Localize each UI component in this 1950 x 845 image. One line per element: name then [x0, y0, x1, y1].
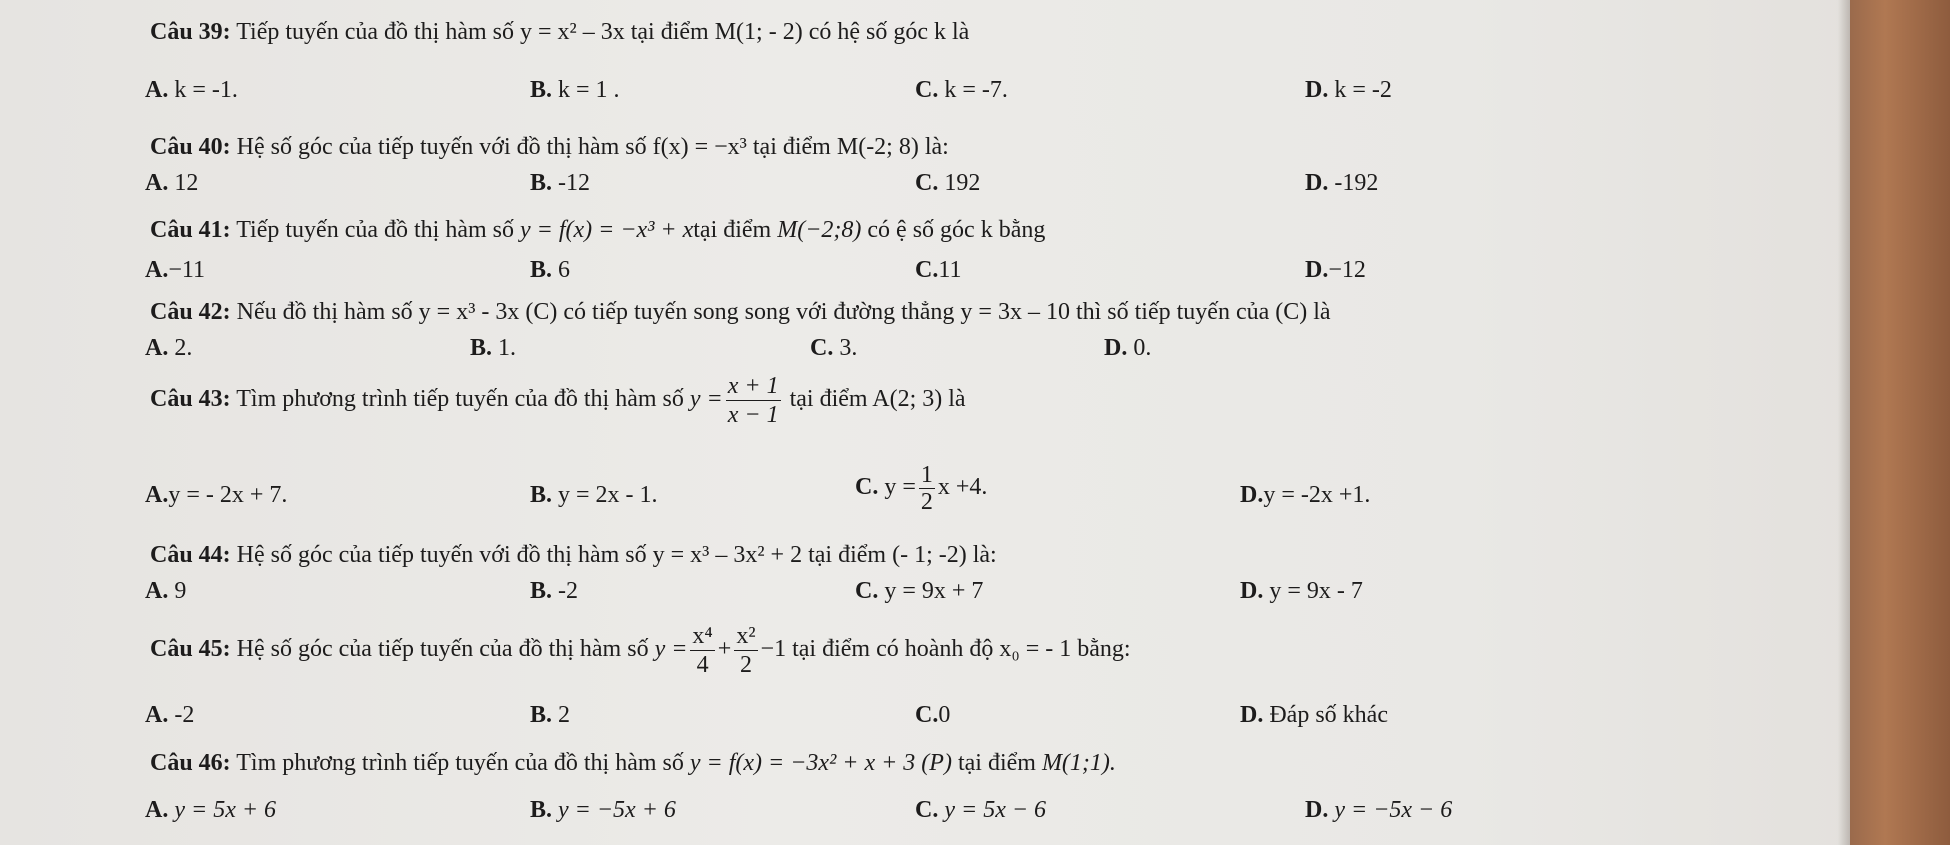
option-letter: D.: [1240, 482, 1264, 508]
option-value: −11: [168, 257, 205, 283]
question-46-option-c[interactable]: [915, 795, 1046, 825]
stem-text: Tìm phương trình tiếp tuyến của đồ thị hàm số: [230, 750, 690, 776]
question-46-stem: [150, 748, 1116, 778]
question-46-option-d[interactable]: [1305, 795, 1452, 825]
option-letter: C.: [810, 335, 834, 361]
option-value: -2: [558, 578, 579, 604]
option-letter: B.: [530, 257, 553, 283]
question-44-option-b[interactable]: [530, 576, 578, 606]
question-40-option-c[interactable]: [915, 168, 980, 198]
question-46-option-b[interactable]: [530, 795, 676, 825]
stem-text: có tiếp tuyến song song với đường thẳng: [557, 299, 961, 325]
option-value: −12: [1328, 257, 1366, 283]
fraction: [734, 622, 757, 679]
stem-text: tại điểm: [783, 386, 873, 413]
fraction: [919, 462, 935, 515]
option-value: y = - 2x + 7.: [168, 482, 288, 508]
option-value: 0.: [1133, 335, 1152, 361]
option-value: 2.: [174, 335, 193, 361]
question-42-option-d[interactable]: [1104, 333, 1151, 363]
fraction-denominator: 2: [920, 489, 933, 515]
option-value: 12: [174, 170, 199, 196]
question-43-option-a[interactable]: [145, 480, 287, 510]
stem-text: tại điểm: [951, 750, 1042, 776]
stem-text: tại điểm: [802, 542, 893, 568]
option-value: y =: [884, 474, 916, 501]
stem-math: y = x³ – 3x² + 2: [652, 542, 803, 568]
question-42-option-b[interactable]: [470, 333, 516, 363]
stem-math: y = x² – 3x: [520, 19, 625, 45]
option-letter: C.: [855, 474, 879, 501]
option-value: k = -7.: [944, 77, 1008, 103]
question-43-stem: [150, 372, 966, 429]
option-letter: B.: [470, 335, 493, 361]
question-41-option-c[interactable]: [915, 255, 961, 285]
fraction-numerator: x²: [736, 623, 756, 649]
question-40-stem: [150, 132, 949, 162]
question-43-option-b[interactable]: [530, 480, 658, 510]
question-39-option-d[interactable]: [1305, 75, 1392, 105]
option-letter: D.: [1104, 335, 1128, 361]
option-letter: D.: [1240, 578, 1264, 604]
option-letter: C.: [915, 170, 939, 196]
question-41-option-d[interactable]: [1305, 255, 1366, 285]
option-value: k = 1 .: [558, 77, 620, 103]
option-letter: A.: [145, 578, 169, 604]
stem-text: Hệ số góc của tiếp tuyến của đồ thị hàm số: [230, 636, 655, 663]
fraction-denominator: x − 1: [727, 402, 779, 428]
option-value: y = 9x - 7: [1269, 578, 1363, 604]
question-39-option-b[interactable]: [530, 75, 620, 105]
stem-math: M(−2;8): [777, 217, 862, 243]
option-letter: D.: [1305, 77, 1329, 103]
option-letter: A.: [145, 702, 169, 728]
wooden-table-edge: [1850, 0, 1950, 845]
stem-text: là:: [966, 542, 997, 568]
fraction-denominator: 4: [696, 652, 709, 678]
option-letter: C.: [915, 702, 939, 728]
option-value: 1.: [498, 335, 517, 361]
question-42-stem: [150, 297, 1331, 327]
fraction-numerator: x⁴: [692, 623, 713, 649]
option-letter: C.: [915, 77, 939, 103]
option-value: 11: [938, 257, 962, 283]
option-value: k = -2: [1334, 77, 1392, 103]
option-letter: B.: [530, 170, 553, 196]
question-label: Câu 42:: [150, 299, 231, 325]
option-letter: A.: [145, 335, 169, 361]
question-40-option-a[interactable]: [145, 168, 198, 198]
option-letter: D.: [1240, 702, 1264, 728]
option-value: -192: [1334, 170, 1379, 196]
stem-text: Hệ số góc của tiếp tuyến với đồ thị hàm số: [230, 134, 653, 160]
fraction-numerator: 1: [920, 462, 933, 488]
stem-text: có ệ số góc k bằng: [861, 217, 1046, 243]
stem-text: Tiếp tuyến của đồ thị hàm số: [230, 217, 520, 243]
fraction: [690, 622, 714, 679]
option-value: y = 2x - 1.: [558, 482, 658, 508]
option-value: -2: [174, 702, 195, 728]
stem-text: tại điểm có hoành độ: [786, 636, 1000, 663]
stem-text: thì số tiếp tuyến của (C) là: [1069, 299, 1331, 325]
option-value: y = 5x − 6: [944, 797, 1047, 823]
stem-text: tại điểm: [693, 217, 778, 243]
stem-text: là:: [918, 134, 949, 160]
stem-math: −1: [760, 636, 787, 663]
stem-text: có hệ số góc k là: [802, 19, 970, 45]
question-43-option-d[interactable]: [1240, 480, 1370, 510]
stem-math: x₀ = - 1: [999, 636, 1072, 663]
stem-math: M(-2; 8): [836, 134, 919, 160]
stem-text: là: [942, 386, 966, 413]
stem-text: tại điểm: [746, 134, 837, 160]
option-letter: B.: [530, 702, 553, 728]
stem-math: A(2; 3): [872, 386, 943, 413]
fraction-numerator: x + 1: [727, 373, 779, 399]
option-letter: B.: [530, 797, 553, 823]
option-letter: B.: [530, 482, 553, 508]
option-letter: A.: [145, 77, 169, 103]
option-value: y = −5x + 6: [558, 797, 676, 823]
option-value: 192: [944, 170, 981, 196]
fraction-denominator: 2: [739, 652, 752, 678]
question-39-option-c[interactable]: [915, 75, 1008, 105]
question-46-option-a[interactable]: [145, 795, 276, 825]
stem-math: y =: [654, 636, 688, 663]
question-41-option-a[interactable]: [145, 255, 205, 285]
option-value: 3.: [839, 335, 858, 361]
option-letter: A.: [145, 482, 169, 508]
stem-text: tại điểm: [624, 19, 715, 45]
question-44-stem: [150, 540, 997, 570]
stem-text: bằng:: [1071, 636, 1131, 663]
option-value: y = −5x − 6: [1334, 797, 1453, 823]
question-label: Câu 45:: [150, 636, 231, 663]
question-45-option-c[interactable]: [915, 700, 950, 730]
stem-math: (- 1; -2): [892, 542, 967, 568]
option-value: x +4.: [937, 474, 988, 501]
option-value: 0: [938, 702, 951, 728]
stem-math: M(1; - 2): [714, 19, 803, 45]
option-value: y = -2x +1.: [1263, 482, 1371, 508]
question-label: Câu 43:: [150, 386, 231, 413]
question-label: Câu 44:: [150, 542, 231, 568]
question-label: Câu 39:: [150, 19, 231, 45]
option-letter: C.: [855, 578, 879, 604]
question-39-option-a[interactable]: [145, 75, 238, 105]
option-letter: D.: [1305, 257, 1329, 283]
option-value: 9: [174, 578, 187, 604]
fraction: [726, 372, 781, 429]
option-value: Đáp số khác: [1269, 702, 1388, 728]
question-42-option-c[interactable]: [810, 333, 857, 363]
question-45-option-d[interactable]: [1240, 700, 1388, 730]
stem-math: M(1;1).: [1041, 750, 1116, 776]
option-letter: D.: [1305, 797, 1329, 823]
stem-math: f(x) = −x³: [652, 134, 747, 160]
question-39-stem: [150, 17, 969, 47]
stem-math: +: [717, 636, 732, 663]
question-label: Câu 46:: [150, 750, 231, 776]
question-45-stem: [150, 622, 1131, 679]
question-44-option-a[interactable]: [145, 576, 186, 606]
option-value: 2: [558, 702, 571, 728]
question-40-option-d[interactable]: [1305, 168, 1378, 198]
question-45-option-b[interactable]: [530, 700, 570, 730]
option-value: y = 9x + 7: [884, 578, 984, 604]
option-letter: A.: [145, 257, 169, 283]
stem-math: y = x³ - 3x (C): [418, 299, 558, 325]
option-value: -12: [558, 170, 591, 196]
stem-text: Nếu đồ thị hàm số: [230, 299, 419, 325]
stem-math: y = f(x) = −3x² + x + 3 (P): [689, 750, 952, 776]
option-letter: A.: [145, 797, 169, 823]
stem-math: y = 3x – 10: [960, 299, 1070, 325]
stem-math: y =: [689, 386, 723, 413]
option-value: 6: [558, 257, 571, 283]
option-letter: B.: [530, 77, 553, 103]
question-42-option-a[interactable]: [145, 333, 192, 363]
question-41-stem: [150, 215, 1045, 245]
stem-text: Tiếp tuyến của đồ thị hàm số: [230, 19, 520, 45]
option-letter: C.: [915, 257, 939, 283]
question-40-option-b[interactable]: [530, 168, 590, 198]
question-43-option-c[interactable]: [855, 462, 987, 515]
stem-math: y = f(x) = −x³ + x: [520, 217, 694, 243]
option-value: y = 5x + 6: [174, 797, 277, 823]
stem-text: Hệ số góc của tiếp tuyến với đồ thị hàm số: [230, 542, 653, 568]
question-44-option-c[interactable]: [855, 576, 983, 606]
option-letter: A.: [145, 170, 169, 196]
question-41-option-b[interactable]: [530, 255, 570, 285]
option-letter: C.: [915, 797, 939, 823]
question-44-option-d[interactable]: [1240, 576, 1363, 606]
stem-text: Tìm phương trình tiếp tuyến của đồ thị hàm số: [230, 386, 690, 413]
question-label: Câu 40:: [150, 134, 231, 160]
question-label: Câu 41:: [150, 217, 231, 243]
option-value: k = -1.: [174, 77, 238, 103]
question-45-option-a[interactable]: [145, 700, 194, 730]
option-letter: B.: [530, 578, 553, 604]
option-letter: D.: [1305, 170, 1329, 196]
